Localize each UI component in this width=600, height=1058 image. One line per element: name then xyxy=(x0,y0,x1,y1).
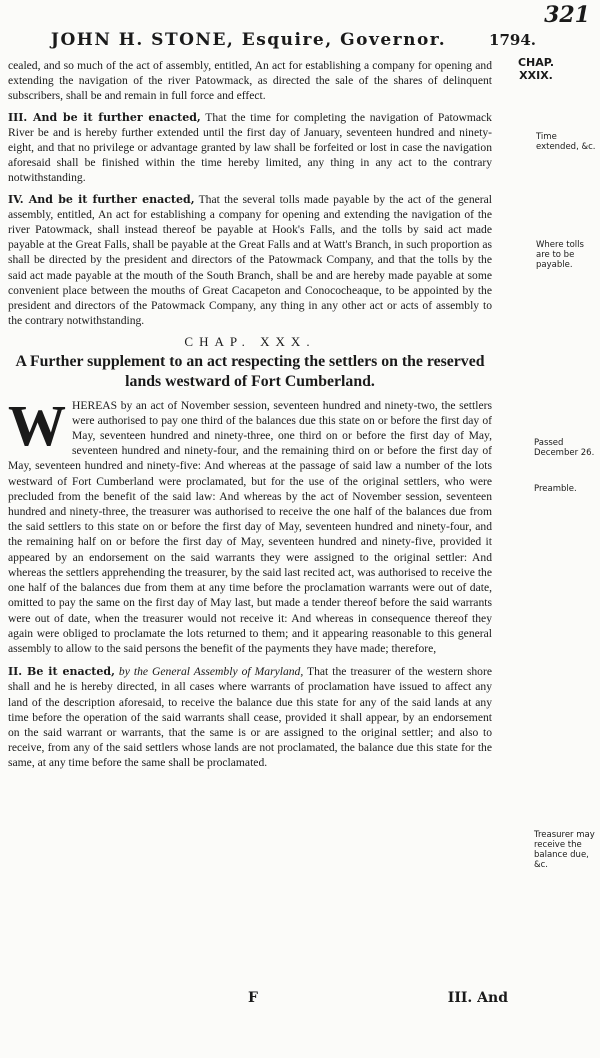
preamble-text: HEREAS by an act of November session, seventeen hundred and ninety-two, the settlers were authorised to pay one third of the balances due this state on or before the first day of May, seventeen hundred and ninety-three, one third on or before the first day of May, seventeen hundred and ninety-four, and the remaining third on or before the first day of May, seventeen hundred and ninety-five: And whereas at the passage of said law a number of the lots westward of Fort Cumberland were proclamated, but for the use of the original settlers, who were precluded from the benefit of the said law: And whereas by the act of November session, seventeen hundred and ninety-three, the treasurer was authorised to receive the one half of the balances due from the said settlers to this state on or before the first day of May, seventeen hundred and ninety-four, and the remaining half on or before the first day of May, seventeen hundred and ninety-five, provided it appeared by an endorsement on the said warrants they were assigned to the original settler: And whereas the settlers apprehending the treasurer, by the said last recited act, was authorised to receive the one half of the balances due from them at any time before the proclamation warrants were out of date, omitted to pay the same on the first day of May last, but made a tender thereof before the said warrants were out of date, when the treasurer would not receive it: And whereas in consequence thereof they again were obliged to proclamate the lots returned to them; and it appearing reasonable to this general assembly to allow to the said persons the benefit of the payments they have made; therefore, xyxy=(8,398,492,655)
section-2-lead: II. Be it enacted, xyxy=(8,665,115,679)
header-year: 1794. xyxy=(489,31,536,49)
signature-mark: F xyxy=(248,990,258,1006)
page-number: 321 xyxy=(544,2,590,28)
section-2 xyxy=(8,664,492,770)
margin-note-treasurer: Treasurer may receive the balance due, &c. xyxy=(534,830,595,870)
preamble xyxy=(8,392,492,656)
section-2-text: That the treasurer of the western shore shall and he is hereby directed, in all cases where warrants of proclamation have issued to affect any land of the description aforesaid, to receive the balance due this state for any of the said lands at any time before the operation of the said warrants shall cease, provided it shall appear, by an endorsement on the said warrant or warrants, that the same is or are assigned to the original settler; and also to receive, from any of the said settlers whose lands are not proclamated, the balance due this state for the same, at any time before the same shall be proclamated. xyxy=(8,665,492,770)
section-3-lead: III. And be it further enacted, xyxy=(8,110,201,124)
header-title: JOHN H. STONE, Esquire, Governor. xyxy=(50,30,447,50)
section-4-text: That the several tolls made payable by the act of the general assembly, entitled, An act for establishing a company for opening and extending the navigation of the river Patowmack, shall instead thereof be payable at Hook's Falls, and the tolls by said act made payable at the Great Falls, shall be payable at the Great Falls and at Watt's Branch, in such proportion as shall be directed by the president and directors of the Patowmack Company, and that the tolls by the said act made payable at the mouth of the South Branch, shall be and are hereby made payable at some convenient place between the mouths of Great Cacapeton and Conococheaque, to be appointed by the president and directors of the Patowmack Company, any thing in any other act or acts of assembly to the contrary notwithstanding. xyxy=(8,192,492,328)
margin-note-passed: Passed December 26. xyxy=(534,438,595,458)
chapter-title: A Further supplement to an act respecting the settlers on the reserved lands westward of Fort Cumberland. xyxy=(15,352,485,390)
section-2-lead-italic: by the General Assembly of Maryland, xyxy=(114,665,304,679)
margin-note-tolls: Where tolls are to be payable. xyxy=(536,240,584,270)
catchword: III. And xyxy=(447,990,508,1006)
margin-note-preamble: Preamble. xyxy=(534,484,577,494)
document-body xyxy=(8,58,492,777)
section-3-text: That the time for completing the navigation of Patowmack River be and is hereby further extended until the first day of January, seventeen hundred and ninety-eight, and that no privilege or advantage granted by law shall be forfeited or lost in case the navigation aforesaid shall be finished within the time hereby limited, any thing in any act to the contrary notwithstanding. xyxy=(8,110,492,185)
paragraph-continuation: cealed, and so much of the act of assembly, entitled, An act for establishing a company for opening and extending the navigation of the river Patowmack, as directed the sale of the shares of delinquent subscribers, shall be and remain in full force and effect. xyxy=(8,59,492,103)
section-4-lead: IV. And be it further enacted, xyxy=(8,192,195,206)
page-footer xyxy=(8,990,508,1006)
margin-note-time-extended: Time extended, &c. xyxy=(536,132,596,152)
section-4 xyxy=(8,192,492,329)
running-header xyxy=(8,30,536,50)
margin-chapter: CHAP. XXIX. xyxy=(517,56,554,82)
drop-cap: W xyxy=(8,392,66,458)
section-3 xyxy=(8,110,492,186)
chapter-heading: CHAP. XXX. xyxy=(184,334,316,350)
